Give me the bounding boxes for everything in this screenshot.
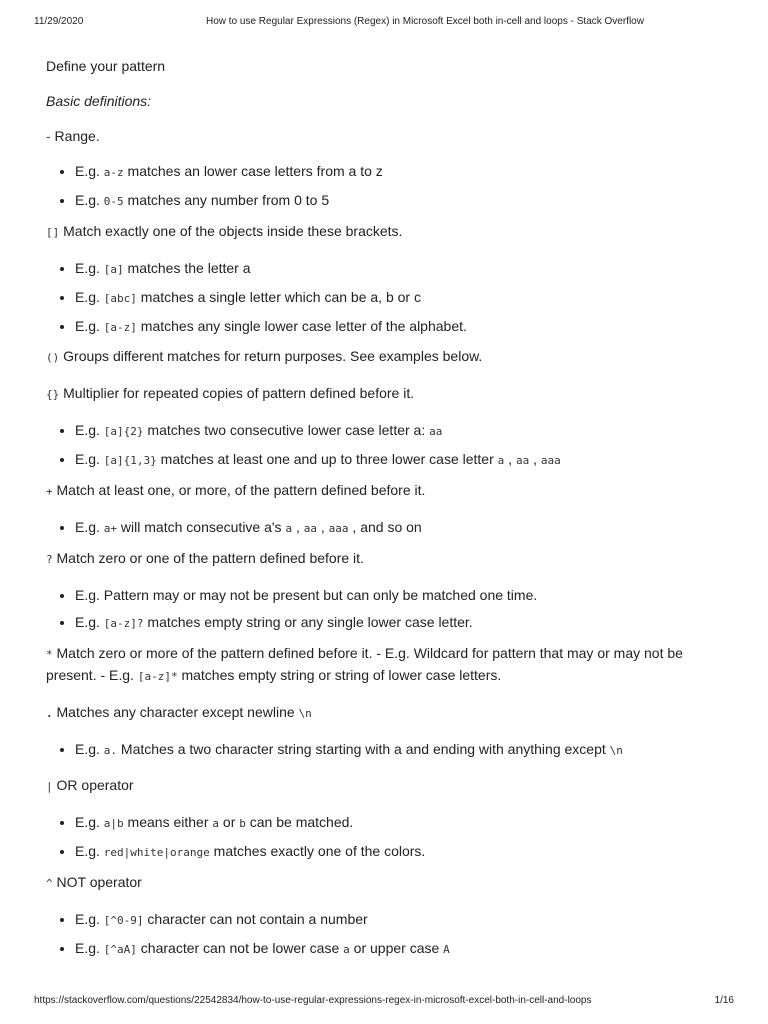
list-item [75,517,728,539]
answer-body [46,56,728,960]
example-prefix: E.g. [75,192,104,208]
section-subheading: Basic definitions: [46,93,152,109]
inline-code: [a-z] [103,321,137,334]
list-item [75,841,728,863]
example-prefix: E.g. [75,814,104,830]
inline-code: ? [46,553,53,566]
inline-code: aa [429,425,443,438]
list-item [75,287,728,309]
question-examples [46,585,728,634]
inline-code: [] [46,226,60,239]
range-text: Range. [50,128,100,144]
inline-code: aaa [540,454,561,467]
example-prefix: E.g. [75,940,104,956]
example-text: matches two consecutive lower case letter a: [143,422,430,438]
example-text: will match consecutive a's [117,519,286,535]
separator: , [292,519,304,535]
pipe-text: OR operator [52,777,134,793]
dot-definition [46,702,728,724]
example-prefix: E.g. [75,422,104,438]
braces-text: Multiplier for repeated copies of pattern defined before it. [59,385,415,401]
example-prefix: E.g. [75,843,104,859]
brackets-text: Match exactly one of the objects inside these brackets. [59,223,403,239]
example-prefix: E.g. [75,451,104,467]
example-text: or [219,814,240,830]
plus-definition [46,480,728,502]
pipe-definition [46,775,728,797]
inline-code: a [497,454,505,467]
separator: , [529,451,541,467]
example-prefix: E.g. [75,741,104,757]
example-text: matches an lower case letters from a to z [123,163,383,179]
inline-code: [a] [103,263,124,276]
separator: , [317,519,329,535]
list-item [75,190,728,212]
dot-text: Matches any character except newline [52,704,299,720]
brackets-definition [46,221,728,243]
example-text: or upper case [349,940,444,956]
brackets-examples [46,258,728,338]
pipe-examples [46,812,728,863]
parens-definition [46,346,728,368]
dot-examples [46,739,728,761]
example-text: matches the letter a [123,260,251,276]
inline-code: | [46,780,53,793]
example-prefix: E.g. [75,163,104,179]
question-text: Match zero or one of the pattern defined before it. [52,550,364,566]
inline-code: * [46,648,53,661]
inline-code: a+ [103,522,118,535]
inline-code: aa [515,454,530,467]
inline-code: [abc] [103,292,137,305]
range-marker: - [46,128,51,144]
example-text: E.g. Pattern may or may not be present but can only be matched one time. [75,587,538,603]
list-item [75,739,728,761]
inline-code: () [46,351,60,364]
example-prefix: E.g. [75,614,104,630]
example-text: character can not contain a number [143,911,368,927]
inline-code: [a]{2} [103,425,144,438]
example-text: matches any number from 0 to 5 [123,192,330,208]
example-text: matches a single letter which can be a, b or c [136,289,421,305]
inline-code: b [239,817,246,830]
separator: , [504,451,516,467]
inline-code: A [443,943,450,956]
inline-code: a [285,522,293,535]
example-text: matches exactly one of the colors. [209,843,426,859]
list-item [75,812,728,834]
question-definition [46,548,728,570]
star-tail: matches empty string or string of lower case letters. [177,667,502,683]
example-prefix: E.g. [75,289,104,305]
inline-code: [^0-9] [103,914,144,927]
inline-code: a-z [103,166,124,179]
page-number: 1/16 [714,995,734,1006]
inline-code: \n [298,707,312,720]
braces-definition [46,383,728,405]
star-text: Match zero or more of the pattern defined before it. - E.g. Wildcard for pattern that may or may not be present. - E.g. [46,645,683,683]
plus-text: Match at least one, or more, of the pattern defined before it. [52,482,426,498]
range-definition [46,126,728,146]
print-footer [34,995,734,1009]
example-text: Matches a two character string starting with a and ending with anything except [117,741,610,757]
parens-text: Groups different matches for return purposes. See examples below. [59,348,483,364]
star-definition [46,643,728,687]
list-item [75,420,728,442]
braces-examples [46,420,728,471]
inline-code: a [343,943,350,956]
list-item [75,258,728,280]
list-item [75,909,728,931]
inline-code: a. [103,744,118,757]
example-text: can be matched. [245,814,354,830]
example-prefix: E.g. [75,260,104,276]
example-prefix: E.g. [75,318,104,334]
section-heading: Define your pattern [46,58,166,74]
print-title: How to use Regular Expressions (Regex) in Microsoft Excel both in-cell and loops - Stack Overflow [206,16,644,27]
example-text: matches at least one and up to three lower case letter [156,451,498,467]
example-text: means either [123,814,213,830]
inline-code: a [212,817,220,830]
caret-examples [46,909,728,960]
print-url: https://stackoverflow.com/questions/22542834/how-to-use-regular-expressions-regex-in-microsoft-excel-both-in-cell-and-loops [34,995,592,1006]
list-item [75,449,728,471]
inline-code: + [46,485,53,498]
example-text: matches empty string or any single lower case letter. [143,614,473,630]
list-item [75,612,728,634]
inline-code: [a]{1,3} [103,454,157,467]
list-item [75,938,728,960]
print-date: 11/29/2020 [34,16,84,27]
inline-code: [^aA] [103,943,137,956]
inline-code: aaa [328,522,349,535]
example-text: character can not be lower case [136,940,344,956]
inline-code: [a-z]? [103,617,144,630]
inline-code: ^ [46,877,53,890]
list-item [75,316,728,338]
inline-code: a|b [103,817,124,830]
inline-code: 0-5 [103,195,124,208]
example-prefix: E.g. [75,519,104,535]
example-text: matches any single lower case letter of the alphabet. [136,318,467,334]
example-text: , and so on [348,519,422,535]
inline-code: [a-z]* [137,670,178,683]
plus-examples [46,517,728,539]
range-examples [46,161,728,212]
inline-code: red|white|orange [103,846,210,859]
inline-code: {} [46,388,60,401]
list-item [75,161,728,183]
inline-code: . [46,707,53,720]
inline-code: \n [609,744,623,757]
inline-code: aa [303,522,317,535]
print-header [34,16,734,30]
caret-text: NOT operator [52,874,142,890]
caret-definition [46,872,728,894]
example-prefix: E.g. [75,911,104,927]
list-item [75,585,728,605]
